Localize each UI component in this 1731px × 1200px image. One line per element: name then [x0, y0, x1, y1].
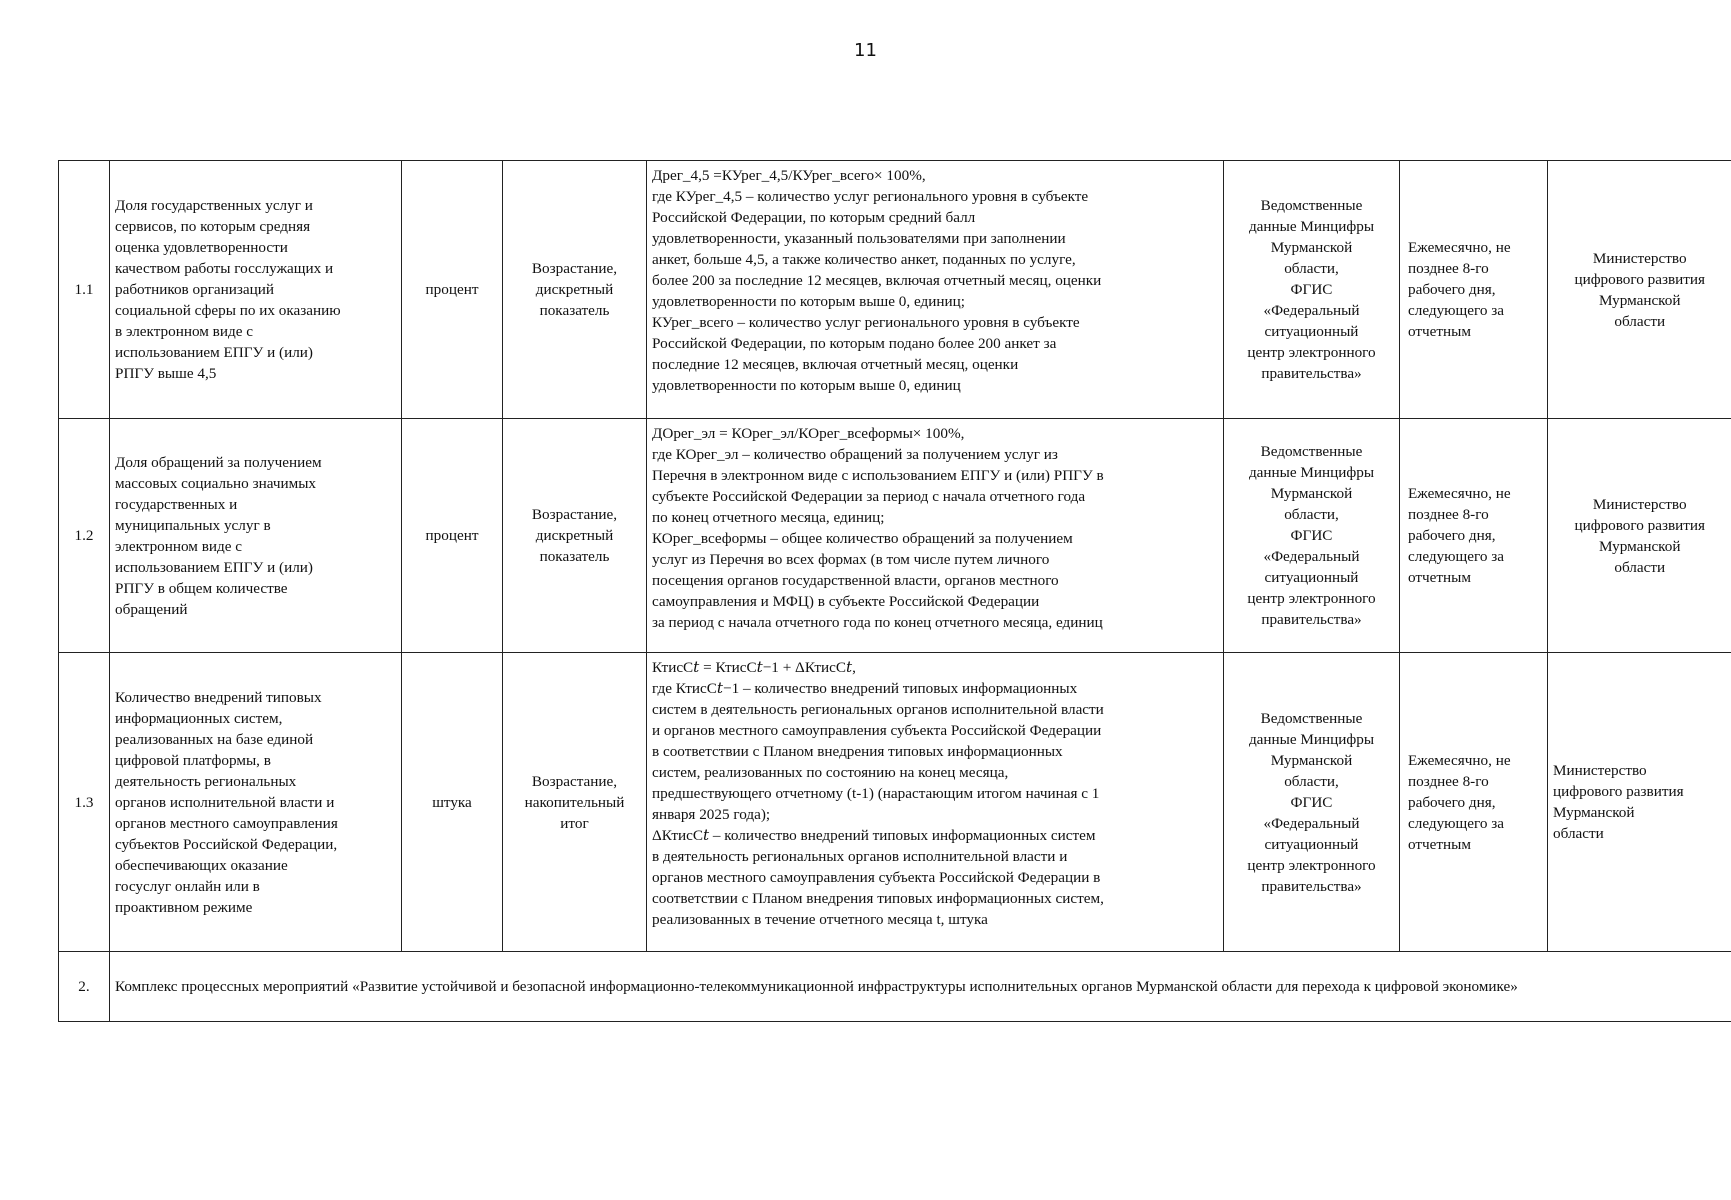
row-number: 1.3 [59, 653, 110, 952]
data-source: Ведомственные данные Минцифры Мурманской области, ФГИС «Федеральный ситуационный центр электронного правительства» [1224, 419, 1400, 653]
unit-of-measure: штука [402, 653, 503, 952]
section-title: Комплекс процессных мероприятий «Развитие устойчивой и безопасной информационно-телекоммуникационной инфраструктуры исполнительных органов Мурманской области для перехода к цифровой экономике» [110, 952, 1731, 1022]
calculation-method: КтисС𝑡 = КтисС𝑡−1 + ΔКтисС𝑡, где КтисС𝑡−1 – количество внедрений типовых информационных систем в деятельность региональных органов исполнительной власти и органов местного самоуправления субъекта Российской Федерации в соответствии с Планом внедрения типовых информационных систем, реализованных по состоянию на конец месяца, предшествующего отчетному (t-1) (нарастающим итогом начиная с 1 января 2025 года); ΔКтисС𝑡 – количество внедрений типовых информационных систем в деятельность региональных органов исполнительной власти и органов местного самоуправления субъекта Российской Федерации в соответствии с Планом внедрения типовых информационных систем, реализованных в течение отчетного месяца t, штука [647, 653, 1224, 952]
unit-of-measure: процент [402, 161, 503, 419]
page-number: 11 [854, 40, 877, 61]
calculation-method: ДОрег_эл = КОрег_эл/КОрег_всеформы× 100%, где КОрег_эл – количество обращений за получением услуг из Перечня в электронном виде с использованием ЕПГУ и (или) РПГУ в субъекте Российской Федерации за период с начала отчетного года по конец отчетного месяца, единиц; КОрег_всеформы – общее количество обращений за получением услуг из Перечня во всех формах (в том числе путем личного посещения органов государственной власти, органов местного самоуправления и МФЦ) в субъекте Российской Федерации за период с начала отчетного года по конец отчетного месяца, единиц [647, 419, 1224, 653]
unit-of-measure: процент [402, 419, 503, 653]
indicator-type: Возрастание, дискретный показатель [503, 419, 647, 653]
table-row [59, 161, 1731, 419]
section-row [59, 952, 1731, 1022]
responsible-body: Министерство цифрового развития Мурманской области [1548, 419, 1731, 653]
calculation-method: Дрег_4,5 =КУрег_4,5/КУрег_всего× 100%, где КУрег_4,5 – количество услуг регионального уровня в субъекте Российской Федерации, по которым средний балл удовлетворенности, указанный пользователями при заполнении анкет, больше 4,5, а также количество анкет, поданных по услуге, более 200 за последние 12 месяцев, включая отчетный месяц, оценки удовлетворенности по которым выше 0, единиц; КУрег_всего – количество услуг регионального уровня в субъекте Российской Федерации, по которым подано более 200 анкет за последние 12 месяцев, включая отчетный месяц, оценки удовлетворенности по которым выше 0, единиц [647, 161, 1224, 419]
indicator-name: Доля государственных услуг и сервисов, по которым средняя оценка удовлетворенности качеством работы госслужащих и работников организаций социальной сферы по их оказанию в электронном виде с использованием ЕПГУ и (или) РПГУ выше 4,5 [110, 161, 402, 419]
reporting-period: Ежемесячно, не позднее 8-го рабочего дня, следующего за отчетным [1400, 653, 1548, 952]
indicators-table [58, 160, 1731, 1022]
reporting-period: Ежемесячно, не позднее 8-го рабочего дня, следующего за отчетным [1400, 161, 1548, 419]
indicator-name: Количество внедрений типовых информационных систем, реализованных на базе единой цифровой платформы, в деятельность региональных органов исполнительной власти и органов местного самоуправления субъектов Российской Федерации, обеспечивающих оказание госуслуг онлайн или в проактивном режиме [110, 653, 402, 952]
data-source: Ведомственные данные Минцифры Мурманской области, ФГИС «Федеральный ситуационный центр электронного правительства» [1224, 653, 1400, 952]
indicator-type: Возрастание, накопительный итог [503, 653, 647, 952]
data-source: Ведомственные данные Минцифры Мурманской области, ФГИС «Федеральный ситуационный центр электронного правительства» [1224, 161, 1400, 419]
reporting-period: Ежемесячно, не позднее 8-го рабочего дня, следующего за отчетным [1400, 419, 1548, 653]
table-row [59, 419, 1731, 653]
row-number: 1.1 [59, 161, 110, 419]
indicator-name: Доля обращений за получением массовых социально значимых государственных и муниципальных услуг в электронном виде с использованием ЕПГУ и (или) РПГУ в общем количестве обращений [110, 419, 402, 653]
responsible-body: Министерство цифрового развития Мурманской области [1548, 161, 1731, 419]
responsible-body: Министерство цифрового развития Мурманской области [1548, 653, 1731, 952]
indicator-type: Возрастание, дискретный показатель [503, 161, 647, 419]
section-number: 2. [59, 952, 110, 1022]
row-number: 1.2 [59, 419, 110, 653]
table-row [59, 653, 1731, 952]
